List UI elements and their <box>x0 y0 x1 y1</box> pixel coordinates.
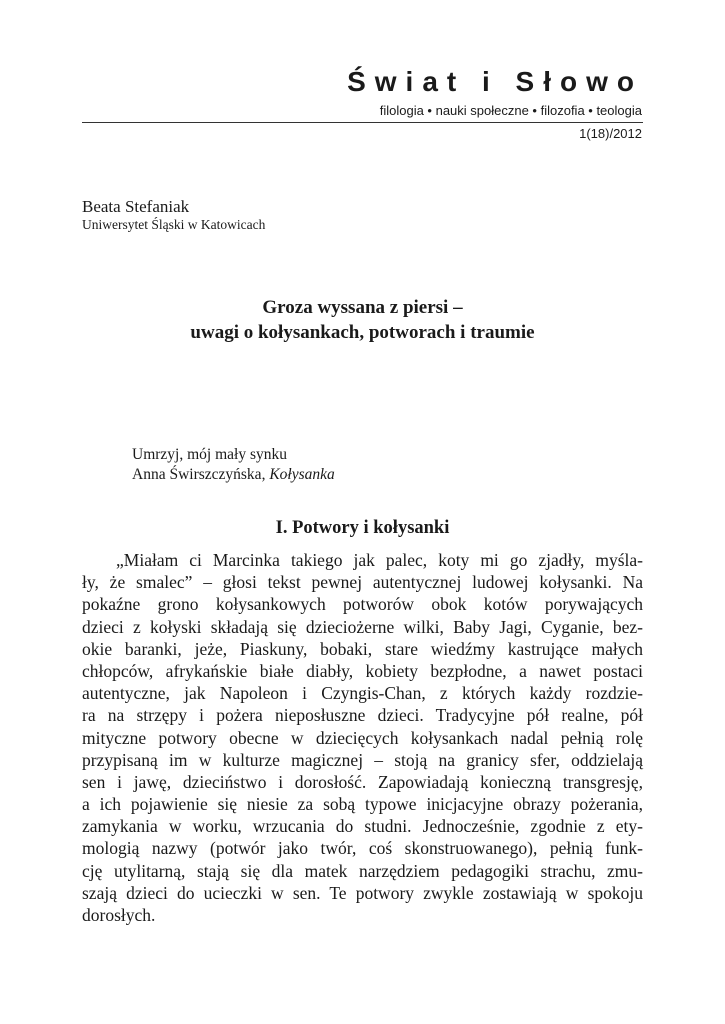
paragraph-line: sen i jawę, dzieciństwo i dorosłość. Zapowiadają konieczną transgresję, <box>82 771 643 792</box>
paragraph-line: dzieci z kołyski składają się dzieciożerne wilki, Baby Jagi, Cyganie, bez- <box>82 616 643 637</box>
paragraph-line: „Miałam ci Marcinka takiego jak palec, koty mi go zjadły, myśla- <box>116 550 643 570</box>
paragraph-line: a ich pojawienie się niesie za sobą typowe inicjacyjne obrazy pożerania, <box>82 794 643 815</box>
article-title-line: uwagi o kołysankach, potworach i traumie <box>190 322 535 343</box>
article-title <box>82 295 643 345</box>
epigraph-source-author: Anna Świrszczyńska, <box>132 466 266 483</box>
header-rule <box>82 122 643 123</box>
paragraph-line: zamykania w worku, wrzucania do studni. Jednocześnie, zgodnie z ety- <box>82 816 643 837</box>
paragraph-line: mityczne potwory obecne w dziecięcych kołysankach nadal pełnią rolę <box>82 727 643 748</box>
paragraph-line: ra na strzępy i pożera nieposłuszne dzieci. Tradycyjne pół realne, pół <box>82 705 643 726</box>
paragraph-line: okie baranki, jeże, Piaskuny, bobaki, stare wiedźmy kastrujące małych <box>82 638 643 659</box>
epigraph-quote: Umrzyj, mój mały synku <box>132 446 287 463</box>
author-affiliation: Uniwersytet Śląski w Katowicach <box>82 217 266 232</box>
section-heading: I. Potwory i kołysanki <box>275 518 450 538</box>
epigraph <box>132 445 335 485</box>
paragraph-line: przypisaną im w kulturze magicznej – stoją na granicy sfer, oddzielają <box>82 749 643 770</box>
epigraph-source-title: Kołysanka <box>269 466 335 483</box>
paragraph-line: pokaźne grono kołysankowych potworów obok kotów porywających <box>82 594 643 615</box>
journal-subtitle: filologia • nauki społeczne • filozofia • teologia <box>379 103 642 118</box>
paragraph-line: dorosłych. <box>82 905 156 925</box>
issue-number: 1(18)/2012 <box>579 126 642 141</box>
paragraph-line: cję utylitarną, stają się dla matek narzędziem pedagogiki strachu, zmu- <box>82 860 643 881</box>
epigraph-source <box>132 465 335 485</box>
paragraph-line: szają dzieci do ucieczki w sen. Te potwory zwykle zostawiają w spokoju <box>82 882 643 903</box>
paragraph-line: chłopców, afrykańskie białe diabły, kobiety bezpłodne, a nawet postaci <box>82 660 643 681</box>
paragraph-line: mologią nazwy (potwór jako twór, coś skonstruowanego), pełnią funk- <box>82 838 643 859</box>
author-name: Beata Stefaniak <box>82 197 190 216</box>
paragraph-line: ły, że smalec” – głosi tekst pewnej autentycznej ludowej kołysanki. Na <box>82 572 643 593</box>
paragraph-line: autentyczne, jak Napoleon i Czyngis-Chan, z których każdy rozdzie- <box>82 683 643 704</box>
article-title-line: Groza wyssana z piersi – <box>262 297 463 318</box>
journal-title: Świat i Słowo <box>347 66 643 97</box>
body-paragraph <box>82 549 643 926</box>
